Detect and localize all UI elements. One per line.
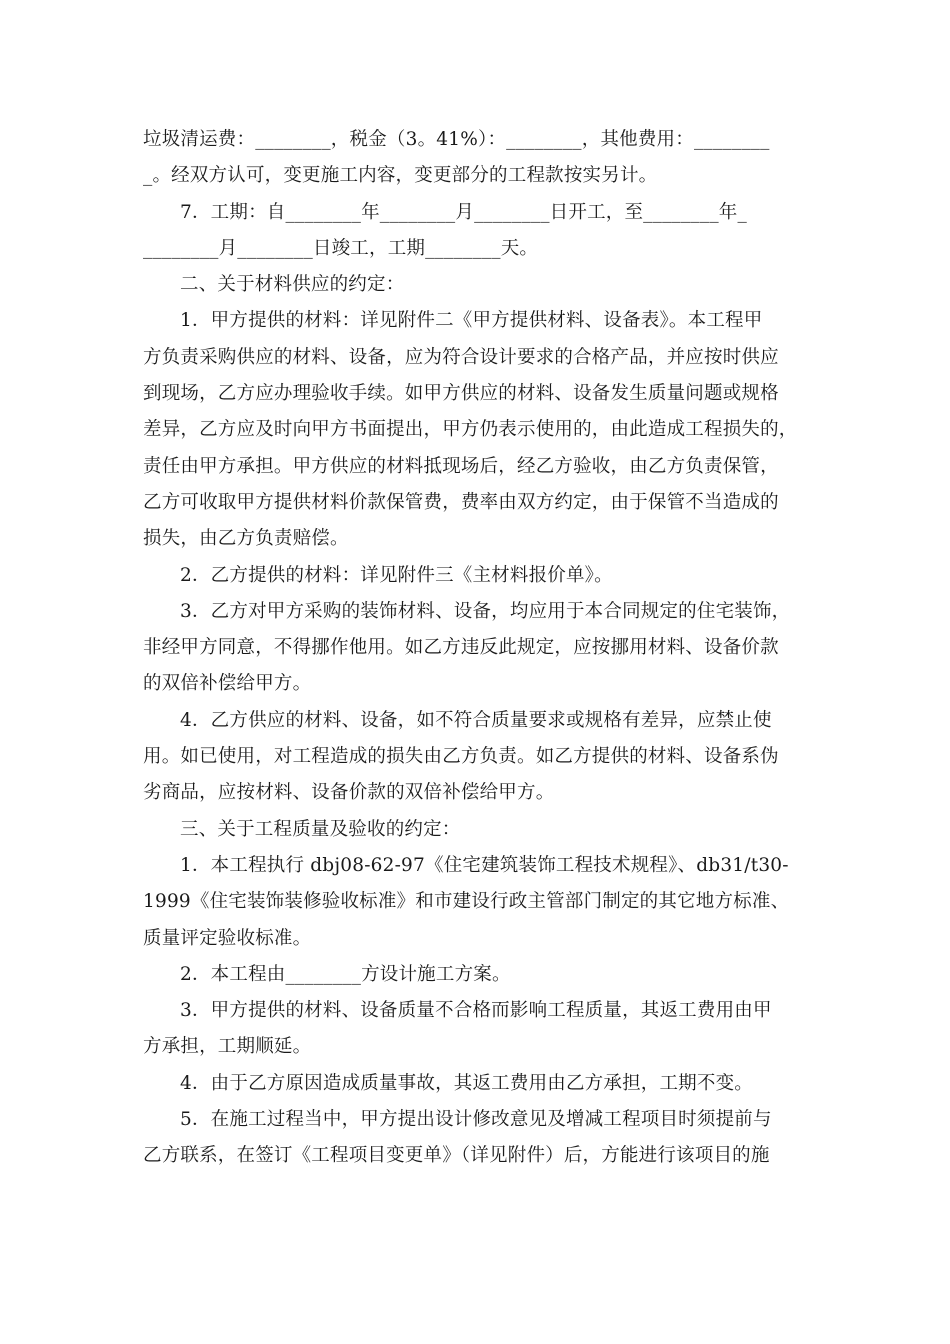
section-heading: 二、关于材料供应的约定： [180, 274, 405, 296]
text-line: 4．由于乙方原因造成质量事故，其返工费用由乙方承担，工期不变。 [180, 1072, 753, 1094]
document-page [143, 122, 808, 1175]
text-line: 方负责采购供应的材料、设备，应为符合设计要求的合格产品，并应按时供应 [143, 346, 779, 368]
text-line: 5．在施工过程当中，甲方提出设计修改意见及增减工程项目时须提前与 [180, 1109, 772, 1131]
text-line: 3．甲方提供的材料、设备质量不合格而影响工程质量，其返工费用由甲 [180, 1000, 772, 1022]
text-line: 责任由甲方承担。甲方供应的材料抵现场后，经乙方验收，由乙方负责保管， [143, 455, 779, 477]
text-line: 的双倍补偿给甲方。 [143, 673, 312, 695]
text-line: 方承担，工期顺延。 [143, 1036, 312, 1058]
text-line: 4．乙方供应的材料、设备，如不符合质量要求或规格有差异，应禁止使 [180, 709, 772, 731]
text-line: 差异，乙方应及时向甲方书面提出，甲方仍表示使用的，由此造成工程损失的， [143, 419, 798, 441]
text-line: 到现场，乙方应办理验收手续。如甲方供应的材料、设备发生质量问题或规格 [143, 383, 779, 405]
text-line: 质量评定验收标准。 [143, 927, 312, 949]
text-line: ________月________日竣工，工期________天。 [143, 237, 539, 259]
text-line: 2．本工程由________方设计施工方案。 [180, 963, 511, 985]
text-line: 用。如已使用，对工程造成的损失由乙方负责。如乙方提供的材料、设备系伪 [143, 746, 779, 768]
text-line: 2．乙方提供的材料：详见附件三《主材料报价单》。 [180, 564, 613, 586]
text-line: 1．甲方提供的材料：详见附件二《甲方提供材料、设备表》。本工程甲 [180, 310, 763, 332]
text-line: 劣商品，应按材料、设备价款的双倍补偿给甲方。 [143, 782, 555, 804]
text-line: 垃圾清运费：________，税金（3。41%）：________，其他费用：________ [143, 129, 770, 150]
text-line: 乙方可收取甲方提供材料价款保管费，费率由双方约定，由于保管不当造成的 [143, 491, 779, 513]
text-line: 非经甲方同意，不得挪作他用。如乙方违反此规定，应按挪用材料、设备价款 [143, 637, 779, 659]
text-line: _。经双方认可，变更施工内容，变更部分的工程款按实另计。 [143, 165, 658, 187]
text-line: 乙方联系，在签订《工程项目变更单》（详见附件）后，方能进行该项目的施 [143, 1145, 770, 1167]
text-line: 1．本工程执行 dbj08-62-97《住宅建筑装饰工程技术规程》、db31/t30- [180, 854, 789, 876]
text-line: 1999《住宅装饰装修验收标准》和市建设行政主管部门制定的其它地方标准、 [143, 891, 790, 913]
section-heading: 三、关于工程质量及验收的约定： [180, 818, 461, 840]
text-line: 损失，由乙方负责赔偿。 [143, 528, 349, 550]
text-line: 3．乙方对甲方采购的装饰材料、设备，均应用于本合同规定的住宅装饰， [180, 600, 791, 622]
text-line: 7．工期：自________年________月________日开工，至________年_ [180, 201, 747, 223]
